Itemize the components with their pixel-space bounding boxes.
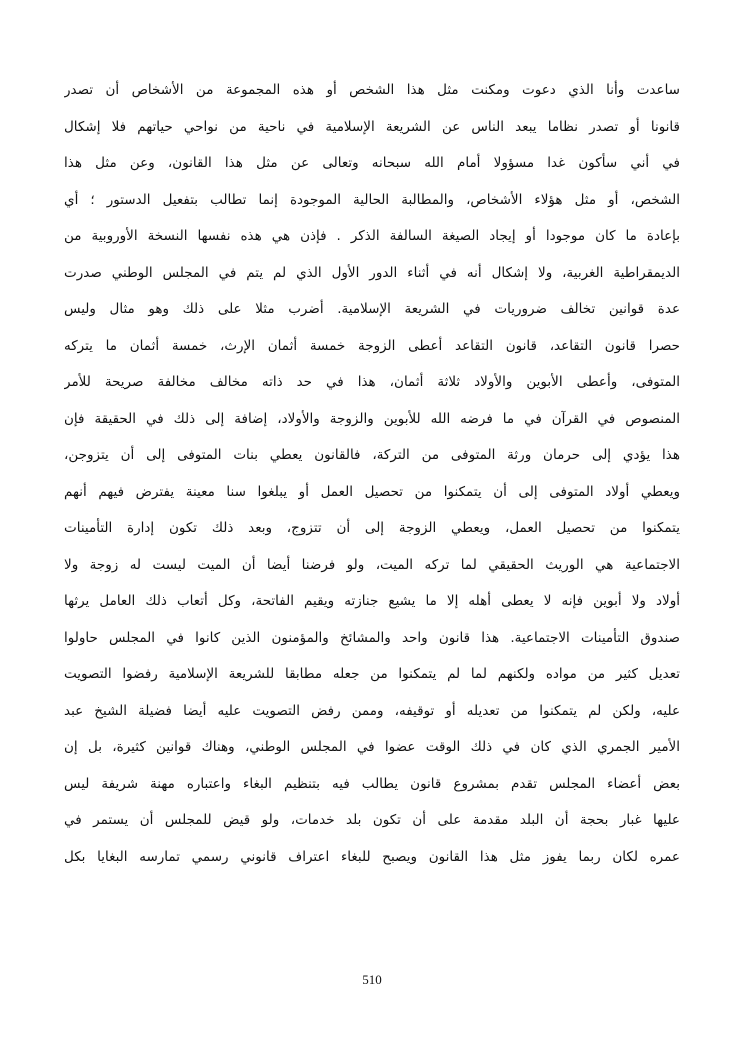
page-number: 510 xyxy=(362,972,382,987)
text-line: ساعدت وأنا الذي دعوت ومكنت مثل هذا الشخص أو هذه المجموعة من الأشخاص أن تصدر xyxy=(64,82,680,98)
text-line: عليها غبار بحجة أن البلد مقدمة على أن تكون بلد خدمات، ولو قيض للمجلس أن يستمر في xyxy=(64,812,680,828)
text-line: ويعطي أولاد المتوفى إلى أن يتمكنوا من تحصيل العمل أو يبلغوا سنا معينة يفترض فيهم أنهم xyxy=(64,483,680,500)
text-line: عدة قوانين تخالف ضروريات في الشريعة الإسلامية. أضرب مثلا على ذلك وهو مثال وليس xyxy=(64,301,680,317)
text-line: بإعادة ما كان موجودا أو إيجاد الصيغة السالفة الذكر . فإذن هي هذه نفسها النسخة الأوروبية من xyxy=(64,228,680,244)
text-line: عمره لكان ربما يفوز مثل هذا القانون ويصبح للبغاء اعتراف قانوني رسمي تمارسه البغايا بكل xyxy=(64,848,680,865)
text-line: أولاد ولا أبوين فإنه لا يعطى أهله إلا ما يشيع جنازته ويقيم الفاتحة، وكل أتعاب ذلك العامل يرثها xyxy=(64,593,680,609)
text-line: يتمكنوا من تحصيل العمل، ويعطي الزوجة إلى أن تتزوج، وبعد ذلك تكون إدارة التأمينات xyxy=(64,520,680,536)
text-line: المتوفى، وأعطى الأبوين والأولاد ثلاثة أثمان، هذا في حد ذاته مخالف مخالفة صريحة للأمر xyxy=(64,374,680,390)
text-line: حصرا قانون التقاعد، قانون التقاعد أعطى الزوجة خمسة أثمان الإرث، خمسة أثمان ما يتركه xyxy=(64,337,680,354)
body-text xyxy=(64,72,680,875)
text-line: الأمير الجمري الذي كان في ذلك الوقت عضوا في المجلس الوطني، وهناك قوانين كثيرة، بل إن xyxy=(64,739,680,755)
text-line: الاجتماعية هي الوريث الحقيقي لما تركه الميت، ولو فرضنا أيضا أن الميت ليست له زوجة ولا xyxy=(64,556,680,573)
text-line: المنصوص في القرآن في ما فرضه الله للأبوين والزوجة والأولاد، إضافة إلى ذلك في الحقيقة فإن xyxy=(64,410,680,427)
text-line: صندوق التأمينات الاجتماعية. هذا قانون واحد والمشائخ والمؤمنون الذين كانوا في المجلس حاولوا xyxy=(64,629,680,646)
text-line: قانونا أو تصدر نظاما يبعد الناس عن الشريعة الإسلامية في ناحية من نواحي حياتهم فلا إشكال xyxy=(64,118,680,135)
text-line: بعض أعضاء المجلس تقدم بمشروع قانون يطالب فيه بتنظيم البغاء واعتباره مهنة شريفة ليس xyxy=(64,775,680,792)
text-line: عليه، ولكن لم يتمكنوا من تعديله أو توقيفه، وممن رفض التصويت عليه أيضا فضيلة الشيخ عبد xyxy=(64,702,680,719)
text-line: تعديل كثير من مواده ولكنهم لما لم يتمكنوا من جعله مطابقا للشريعة الإسلامية رفضوا التصويت xyxy=(64,666,680,682)
text-line: هذا يؤدي إلى حرمان ورثة المتوفى من التركة، فالقانون يعطي بنات المتوفى إلى أن يتزوجن، xyxy=(64,447,680,463)
text-line: الديمقراطية الغربية، ولا إشكال أنه في أثناء الدور الأول الذي لم يتم في المجلس الوطني صدرت xyxy=(64,264,680,281)
text-line: الشخص، أو مثل هؤلاء الأشخاص، والمطالبة الحالية الموجودة إنما تطالب بتفعيل الدستور ؛ أي xyxy=(64,191,680,208)
text-line: في أني سأكون غدا مسؤولا أمام الله سبحانه وتعالى عن مثل هذا القانون، وعن مثل هذا xyxy=(64,155,680,171)
